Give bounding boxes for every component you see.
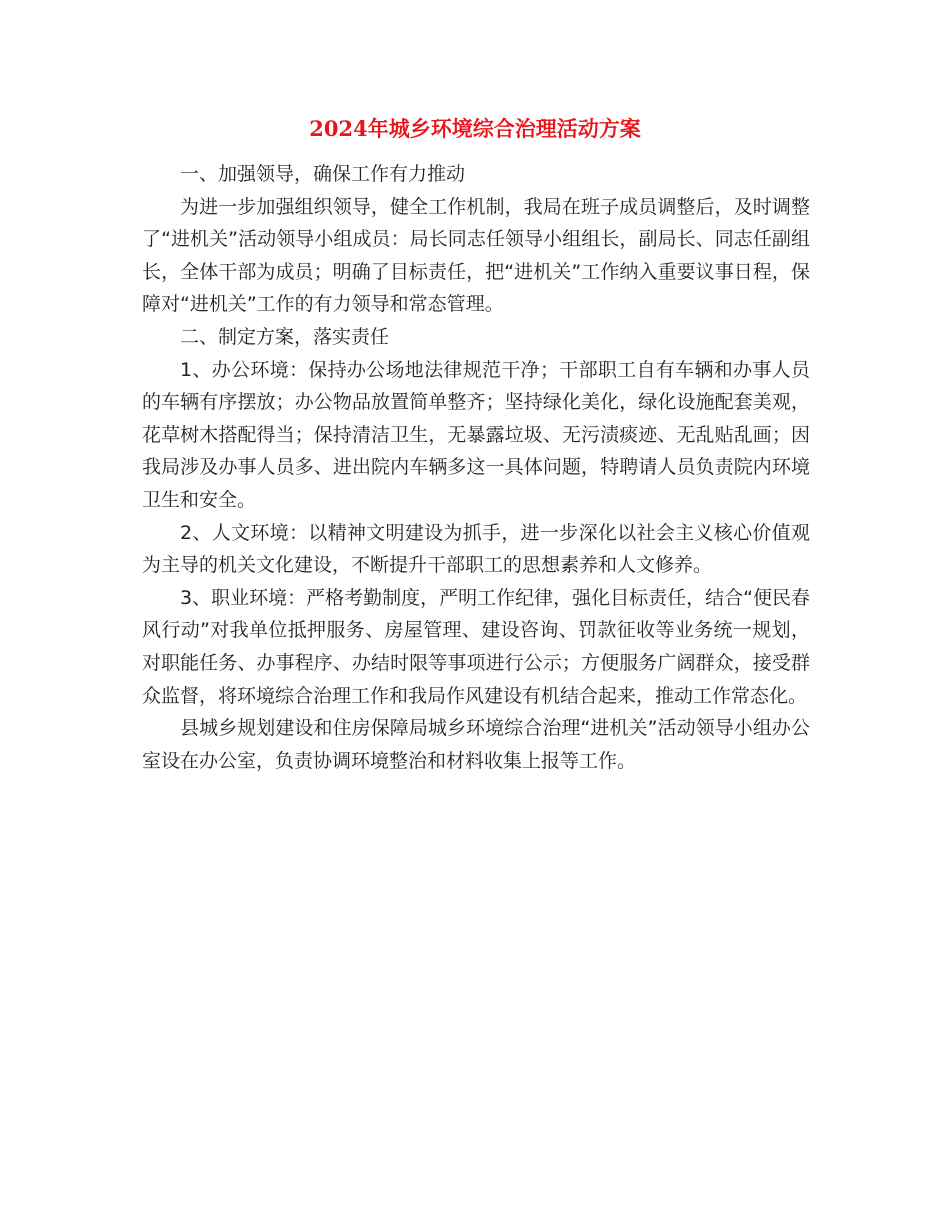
document-body: [142, 158, 810, 777]
paragraph-leadership: 为进一步加强组织领导，健全工作机制，我局在班子成员调整后，及时调整了“进机关”活动领导小组成员：局长同志任领导小组组长，副局长、同志任副组长，全体干部为成员；明确了目标责任，把“进机关”工作纳入重要议事日程，保障对“进机关”工作的有力领导和常态管理。: [142, 195, 810, 316]
paragraph-work-environment: 3、职业环境：严格考勤制度，严明工作纪律，强化目标责任，结合“便民春风行动”对我单位抵押服务、房屋管理、建设咨询、罚款征收等业务统一规划，对职能任务、办事程序、办结时限等事项进行公示；方便服务广阔群众，接受群众监督，将环境综合治理工作和我局作风建设有机结合起来，推动工作常态化。: [142, 586, 810, 707]
section-heading-2: 二、制定方案，落实责任: [180, 325, 390, 348]
paragraph-office-setup: 县城乡规划建设和住房保障局城乡环境综合治理“进机关”活动领导小组办公室设在办公室，负责协调环境整治和材料收集上报等工作。: [142, 717, 810, 772]
document-title: 2024年城乡环境综合治理活动方案: [309, 116, 641, 141]
section-heading-1: 一、加强领导，确保工作有力推动: [180, 163, 466, 185]
paragraph-cultural-environment: 2、人文环境：以精神文明建设为抓手，进一步深化以社会主义核心价值观为主导的机关文化建设，不断提升干部职工的思想素养和人文修养。: [142, 521, 810, 577]
paragraph-office-environment: 1、办公环境：保持办公场地法律规范干净；干部职工自有车辆和办事人员的车辆有序摆放；办公物品放置简单整齐；坚持绿化美化，绿化设施配套美观，花草树木搭配得当；保持清洁卫生，无暴露垃圾、无污渍痰迹、无乱贴乱画；因我局涉及办事人员多、进出院内车辆多这一具体问题，特聘请人员负责院内环境卫生和安全。: [142, 358, 810, 511]
